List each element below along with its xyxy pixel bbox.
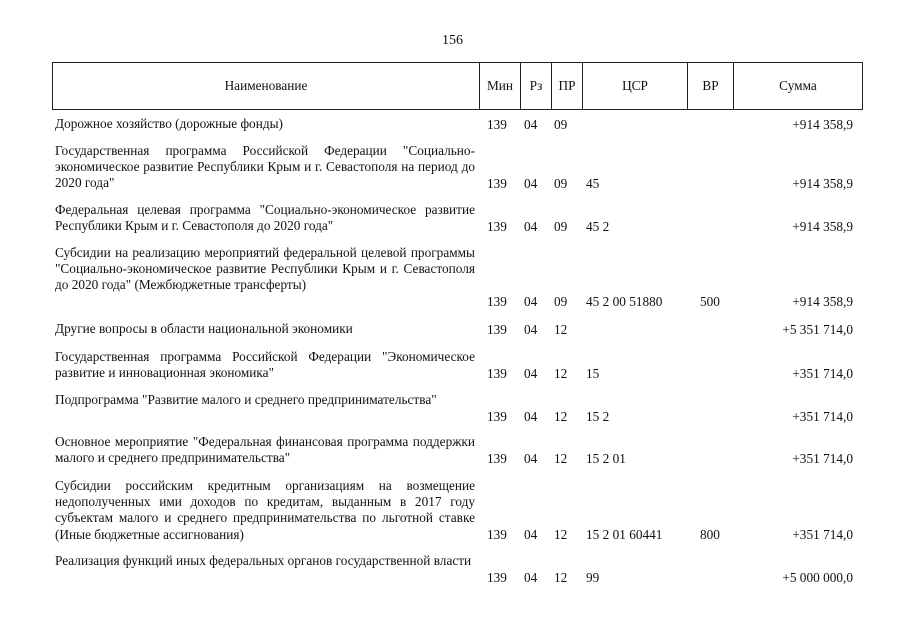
row-sum: +351 714,0 bbox=[792, 527, 853, 542]
row-rz: 04 bbox=[524, 451, 538, 466]
row-sum: +351 714,0 bbox=[792, 409, 853, 424]
row-sum: +351 714,0 bbox=[792, 366, 853, 381]
row-vr: 500 bbox=[700, 294, 720, 309]
header-sum: Сумма bbox=[733, 63, 862, 109]
row-vr: 800 bbox=[700, 527, 720, 542]
row-name: Реализация функций иных федеральных органов государственной власти bbox=[55, 553, 472, 568]
table-row bbox=[0, 202, 905, 235]
row-pr: 12 bbox=[554, 451, 568, 466]
header-rz: Рз bbox=[520, 63, 551, 109]
row-rz: 04 bbox=[524, 570, 538, 585]
row-name: Государственная программа Российской Федерации "Экономическое развитие и инновационная экономика" bbox=[55, 349, 475, 381]
row-pr: 12 bbox=[554, 570, 568, 585]
header-pr: ПР bbox=[551, 63, 582, 109]
row-rz: 04 bbox=[524, 176, 538, 191]
row-min: 139 bbox=[487, 322, 507, 337]
table-header bbox=[52, 62, 863, 110]
header-vr: ВР bbox=[687, 63, 733, 109]
row-name: Федеральная целевая программа "Социально-экономическое развитие Республики Крым и г. Севастополя до 2020 года" bbox=[55, 202, 475, 234]
row-min: 139 bbox=[487, 366, 507, 381]
table-row bbox=[0, 143, 905, 192]
row-pr: 12 bbox=[554, 527, 568, 542]
row-csr: 99 bbox=[586, 570, 600, 585]
row-pr: 12 bbox=[554, 322, 568, 337]
row-name: Субсидии на реализацию мероприятий федеральной целевой программы "Социально-экономическое развитие Республики Крым и г. Севастополя до 2020 года" (Межбюджетные трансферты) bbox=[55, 245, 475, 293]
row-rz: 04 bbox=[524, 527, 538, 542]
row-pr: 12 bbox=[554, 409, 568, 424]
row-csr: 45 2 00 51880 bbox=[586, 294, 663, 309]
row-name: Основное мероприятие "Федеральная финансовая программа поддержки малого и среднего предпринимательства" bbox=[55, 434, 475, 466]
row-sum: +914 358,9 bbox=[792, 176, 853, 191]
row-rz: 04 bbox=[524, 219, 538, 234]
row-rz: 04 bbox=[524, 322, 538, 337]
row-sum: +914 358,9 bbox=[792, 294, 853, 309]
row-csr: 15 bbox=[586, 366, 600, 381]
table-row bbox=[0, 349, 905, 382]
row-min: 139 bbox=[487, 219, 507, 234]
row-rz: 04 bbox=[524, 294, 538, 309]
row-name: Другие вопросы в области национальной экономики bbox=[55, 321, 353, 336]
row-min: 139 bbox=[487, 527, 507, 542]
row-rz: 04 bbox=[524, 366, 538, 381]
table-row bbox=[0, 321, 905, 338]
table-row bbox=[0, 116, 905, 133]
row-pr: 12 bbox=[554, 366, 568, 381]
table-row bbox=[0, 392, 905, 425]
row-name: Подпрограмма "Развитие малого и среднего предпринимательства" bbox=[55, 392, 437, 407]
row-min: 139 bbox=[487, 451, 507, 466]
row-name: Государственная программа Российской Федерации "Социально-экономическое развитие Республики Крым и г. Севастополя на период до 2020 года" bbox=[55, 143, 475, 191]
table-row bbox=[0, 245, 905, 310]
table-row bbox=[0, 434, 905, 467]
row-csr: 15 2 bbox=[586, 409, 610, 424]
row-pr: 09 bbox=[554, 294, 568, 309]
row-pr: 09 bbox=[554, 117, 568, 132]
table-row bbox=[0, 478, 905, 543]
header-name: Наименование bbox=[224, 78, 308, 93]
row-min: 139 bbox=[487, 176, 507, 191]
row-pr: 09 bbox=[554, 219, 568, 234]
row-min: 139 bbox=[487, 409, 507, 424]
header-csr: ЦСР bbox=[582, 63, 687, 109]
row-csr: 45 bbox=[586, 176, 600, 191]
row-sum: +914 358,9 bbox=[792, 219, 853, 234]
row-csr: 15 2 01 bbox=[586, 451, 626, 466]
row-name: Субсидии российским кредитным организациям на возмещение недополученных ими доходов по кредитам, выданным в 2017 году субъектам малого и среднего предпринимательства по льготной ставке (Иные бюджетные ассигнования) bbox=[55, 478, 475, 542]
header-min: Мин bbox=[479, 63, 520, 109]
row-sum: +5 000 000,0 bbox=[782, 570, 853, 585]
row-rz: 04 bbox=[524, 117, 538, 132]
row-sum: +5 351 714,0 bbox=[782, 322, 853, 337]
row-sum: +351 714,0 bbox=[792, 451, 853, 466]
row-min: 139 bbox=[487, 117, 507, 132]
row-csr: 45 2 bbox=[586, 219, 610, 234]
row-pr: 09 bbox=[554, 176, 568, 191]
row-min: 139 bbox=[487, 570, 507, 585]
row-name: Дорожное хозяйство (дорожные фонды) bbox=[55, 116, 283, 131]
row-sum: +914 358,9 bbox=[792, 117, 853, 132]
page-number: 156 bbox=[442, 33, 463, 48]
table-row bbox=[0, 553, 905, 586]
row-rz: 04 bbox=[524, 409, 538, 424]
row-csr: 15 2 01 60441 bbox=[586, 527, 663, 542]
row-min: 139 bbox=[487, 294, 507, 309]
